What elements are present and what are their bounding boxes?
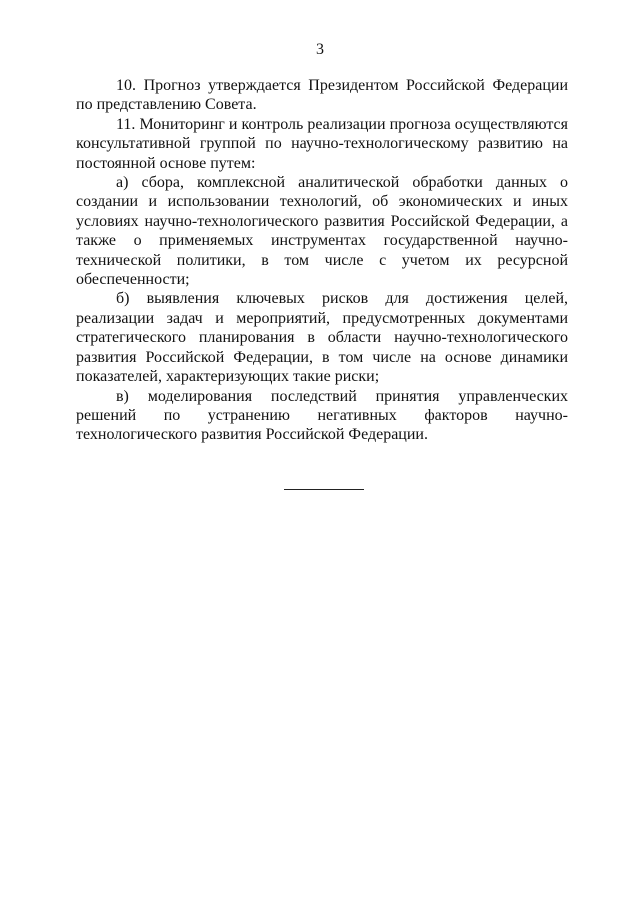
page-number: 3 <box>316 41 324 58</box>
paragraph-10: 10. Прогноз утверждается Президентом Российской Федерации по представлению Совета. <box>76 77 568 114</box>
document-body <box>76 76 568 445</box>
paragraph-11-a: а) сбора, комплексной аналитической обработки данных о создании и использовании технологий, об экономических и иных условиях научно-технологического развития Российской Федерации, а также о применяемых инструментах государственной научно-технической политики, в том числе с учетом их ресурсной обеспеченности; <box>76 174 568 289</box>
end-separator-line <box>284 489 364 490</box>
paragraph-11-b: б) выявления ключевых рисков для достижения целей, реализации задач и мероприятий, предусмотренных документами стратегического планирования в области научно-технологического развития Российской Федерации, в том числе на основе динамики показателей, характеризующих такие риски; <box>76 290 568 386</box>
paragraph-11-c: в) моделирования последствий принятия управленческих решений по устранению негативных факторов научно-технологического развития Российской Федерации. <box>76 387 568 444</box>
paragraph-11: 11. Мониторинг и контроль реализации прогноза осуществляются консультативной группой по научно-технологическому развитию на постоянной основе путем: <box>76 115 568 172</box>
